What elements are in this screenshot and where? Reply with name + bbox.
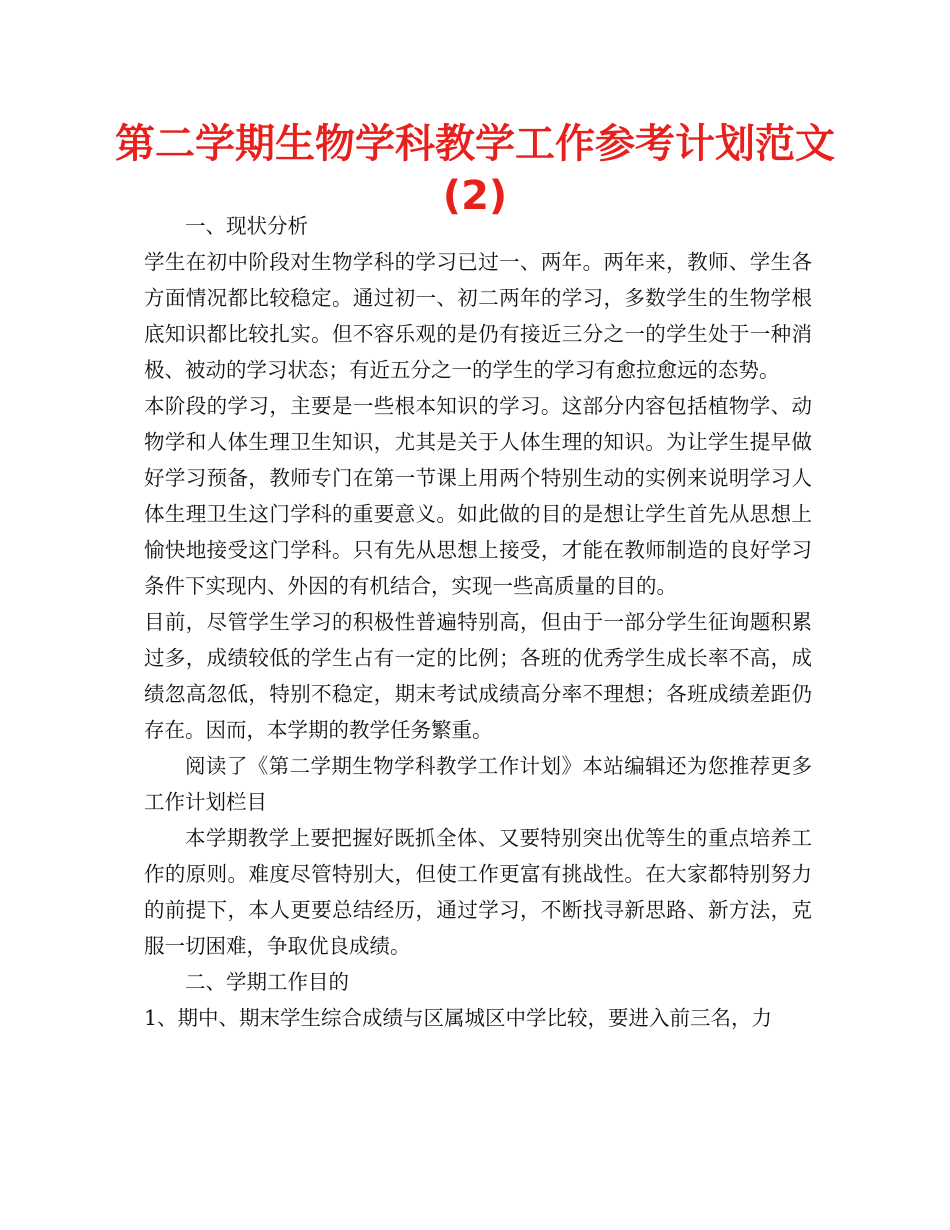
document-title: 第二学期生物学科教学工作参考计划范文(2) (115, 121, 835, 219)
list-item: 1、期中、期末学生综合成绩与区属城区中学比较，要进入前三名，力 (144, 1006, 773, 1030)
paragraph: 本学期教学上要把握好既抓全体、又要特别突出优等生的重点培养工作的原则。难度尽管特别大，但使工作更富有挑战性。在大家都特别努力的前提下，本人更要总结经历，通过学习，不断找寻新思路、新方法，克服一切困难，争取优良成绩。 (144, 826, 812, 958)
paragraph: 目前，尽管学生学习的积极性普遍特别高，但由于一部分学生征询题积累过多，成绩较低的学生占有一定的比例；各班的优秀学生成长率不高，成绩忽高忽低，特别不稳定，期末考试成绩高分率不理想；各班成绩差距仍存在。因而，本学期的教学任务繁重。 (144, 610, 812, 742)
paragraph: 本阶段的学习，主要是一些根本知识的学习。这部分内容包括植物学、动物学和人体生理卫生知识，尤其是关于人体生理的知识。为让学生提早做好学习预备，教师专门在第一节课上用两个特别生动的实例来说明学习人体生理卫生这门学科的重要意义。如此做的目的是想让学生首先从思想上愉快地接受这门学科。只有先从思想上接受，才能在教师制造的良好学习条件下实现内、外因的有机结合，实现一些高质量的目的。 (144, 394, 812, 598)
section-heading: 二、学期工作目的 (185, 970, 349, 994)
section-heading: 一、现状分析 (185, 214, 308, 238)
paragraph: 阅读了《第二学期生物学科教学工作计划》本站编辑还为您推荐更多工作计划栏目 (144, 754, 812, 814)
paragraph: 学生在初中阶段对生物学科的学习已过一、两年。两年来，教师、学生各方面情况都比较稳定。通过初一、初二两年的学习，多数学生的生物学根底知识都比较扎实。但不容乐观的是仍有接近三分之一的学生处于一种消极、被动的学习状态；有近五分之一的学生的学习有愈拉愈远的态势。 (144, 250, 812, 382)
document-body (144, 208, 812, 1036)
